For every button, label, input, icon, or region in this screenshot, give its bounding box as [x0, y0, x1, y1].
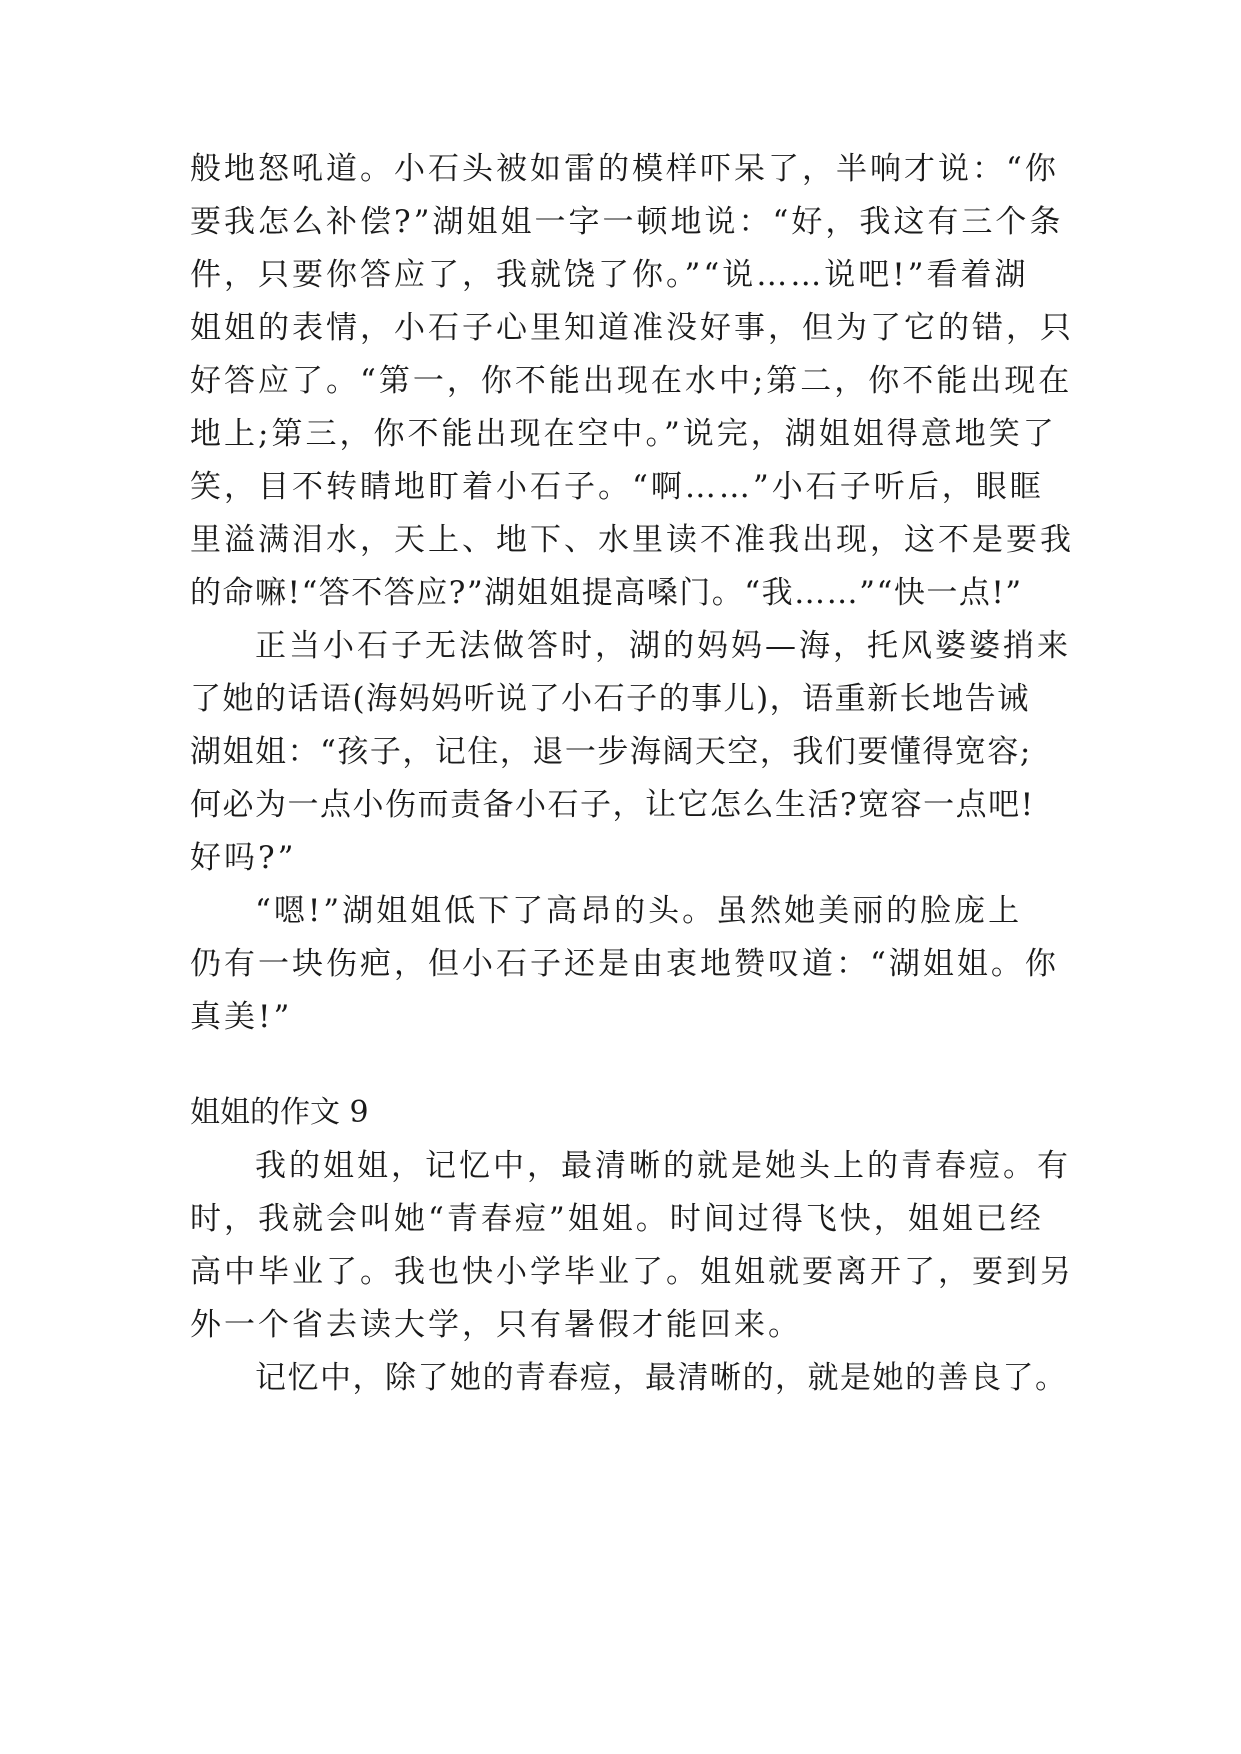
paragraph-line: 了她的话语(海妈妈听说了小石子的事儿)，语重新长地告诫	[190, 681, 1030, 717]
paragraph-line: 好吗?”	[190, 840, 297, 876]
paragraph-line: 外一个省去读大学，只有暑假才能回来。	[190, 1307, 802, 1343]
paragraph-line: 的命嘛!“答不答应?”湖姐姐提高嗓门。“我……”“快一点!”	[190, 575, 1023, 611]
paragraph-line: 真美!”	[190, 999, 293, 1035]
paragraph-line: 里溢满泪水，天上、地下、水里读不准我出现，这不是要我	[190, 522, 1074, 558]
paragraph-line: 笑，目不转睛地盯着小石子。“啊……”小石子听后，眼眶	[190, 469, 1044, 505]
paragraph-line: 时，我就会叫她“青春痘”姐姐。时间过得飞快，姐姐已经	[190, 1201, 1044, 1237]
paragraph-line: 件，只要你答应了，我就饶了你。”“说……说吧!”看着湖	[190, 257, 1029, 293]
paragraph-line: 要我怎么补偿?”湖姐姐一字一顿地说：“好，我这有三个条	[190, 204, 1064, 240]
paragraph-line: 正当小石子无法做答时，湖的妈妈—海，托风婆婆捎来	[255, 628, 1071, 664]
paragraph-line: 姐姐的表情，小石子心里知道准没好事，但为了它的错，只	[190, 310, 1074, 346]
paragraph-line: “嗯!”湖姐姐低下了高昂的头。虽然她美丽的脸庞上	[255, 893, 1023, 929]
paragraph-line: 何必为一点小伤而责备小石子，让它怎么生活?宽容一点吧!	[190, 787, 1035, 823]
paragraph-line: 记忆中，除了她的青春痘，最清晰的，就是她的善良了。	[255, 1360, 1068, 1396]
paragraph-line: 好答应了。“第一，你不能出现在水中;第二，你不能出现在	[190, 363, 1073, 399]
paragraph-line: 我的姐姐，记忆中，最清晰的就是她头上的青春痘。有	[255, 1148, 1071, 1184]
paragraph-line: 高中毕业了。我也快小学毕业了。姐姐就要离开了，要到另	[190, 1254, 1074, 1290]
paragraph-line: 地上;第三，你不能出现在空中。”说完，湖姐姐得意地笑了	[190, 416, 1057, 452]
paragraph-line: 仍有一块伤疤，但小石子还是由衷地赞叹道：“湖姐姐。你	[190, 946, 1059, 982]
paragraph-line: 湖姐姐：“孩子，记住，退一步海阔天空，我们要懂得宽容;	[190, 734, 1032, 770]
paragraph-line: 般地怒吼道。小石头被如雷的模样吓呆了，半响才说：“你	[190, 151, 1059, 187]
section-title: 姐姐的作文 9	[190, 1095, 369, 1130]
